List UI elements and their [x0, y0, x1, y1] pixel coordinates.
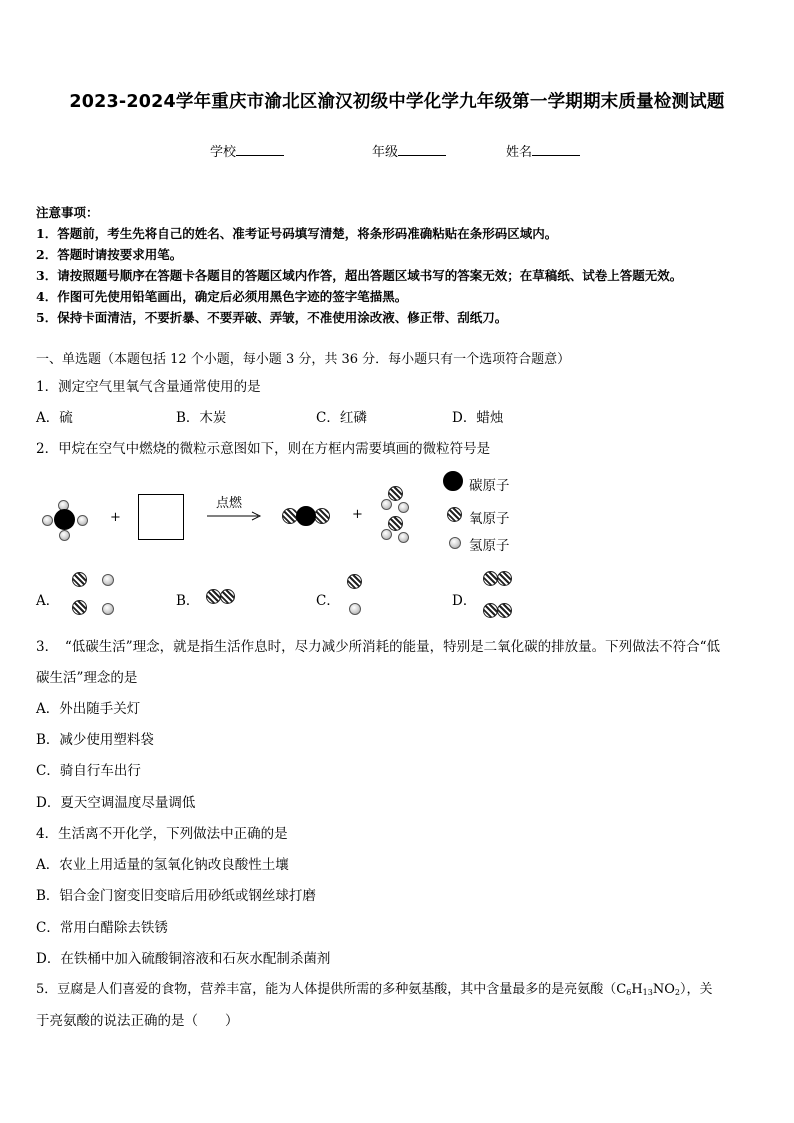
question-5-stem: [36, 978, 713, 997]
school-label: 学校: [210, 145, 237, 160]
q3-option-c[interactable]: C．骑自行车出行: [36, 763, 141, 779]
hydrogen-atom-icon: [102, 574, 114, 586]
option-label: C．: [316, 593, 340, 609]
hydrogen-atom-icon: [77, 515, 88, 526]
oxygen-atom-icon: [447, 507, 462, 522]
hydrogen-atom-icon: [381, 499, 392, 510]
page-title: 2023-2024学年重庆市渝北区渝汉初级中学化学九年级第一学期期末质量检测试题: [69, 92, 725, 112]
oxygen-atom-icon: [483, 603, 498, 618]
carbon-atom-icon: [296, 506, 316, 526]
option-label: D．: [452, 593, 477, 609]
oxygen-atom-icon: [388, 486, 403, 501]
legend-label-carbon: 碳原子: [469, 478, 510, 494]
q1-option-a[interactable]: A．硫: [36, 410, 73, 426]
oxygen-atom-icon: [314, 508, 330, 524]
legend-label-hydrogen: 氢原子: [469, 538, 510, 554]
q4-option-c[interactable]: C．常用白醋除去铁锈: [36, 920, 168, 936]
notice-item: 4．作图可先使用铅笔画出，确定后必须用黑色字迹的签字笔描黑。: [36, 289, 408, 304]
carbon-atom-icon: [443, 471, 463, 491]
section-heading: 一、单选题（本题包括 12 个小题，每小题 3 分，共 36 分．每小题只有一个选项符合题意）: [36, 352, 571, 367]
oxygen-atom-icon: [206, 589, 221, 604]
q3-option-a[interactable]: A．外出随手关灯: [36, 701, 141, 717]
hydrogen-atom-icon: [398, 502, 409, 513]
grade-label: 年级: [372, 145, 399, 160]
grade-field: [372, 141, 446, 160]
notice-item: 5．保持卡面清洁，不要折暴、不要弄破、弄皱，不准使用涂改液、修正带、刮纸刀。: [36, 310, 508, 325]
question-3-stem-cont: 碳生活”理念的是: [36, 670, 138, 686]
name-label: 姓名: [506, 145, 533, 160]
arrow-label: 点燃: [216, 496, 243, 511]
hydrogen-atom-icon: [349, 603, 361, 615]
hydrogen-atom-icon: [102, 603, 114, 615]
hydrogen-atom-icon: [449, 537, 461, 549]
oxygen-atom-icon: [347, 574, 362, 589]
name-field: [506, 141, 580, 160]
notice-item: 2．答题时请按要求用笔。: [36, 247, 183, 262]
option-label: A．: [36, 593, 60, 609]
q4-option-d[interactable]: D．在铁桶中加入硫酸铜溶液和石灰水配制杀菌剂: [36, 951, 331, 967]
name-blank[interactable]: [532, 143, 580, 156]
grade-blank[interactable]: [398, 143, 446, 156]
hydrogen-atom-icon: [59, 530, 70, 541]
plus-sign: +: [352, 507, 363, 522]
question-5-stem-cont: 于亮氨酸的说法正确的是（ ）: [36, 1013, 239, 1029]
oxygen-atom-icon: [497, 571, 512, 586]
question-3-stem: 3． “低碳生活”理念，就是指生活作息时，尽力减少所消耗的能量，特别是二氧化碳的排放量。下列做法不符合“低: [36, 639, 721, 655]
school-blank[interactable]: [236, 143, 284, 156]
hydrogen-atom-icon: [381, 529, 392, 540]
school-field: [210, 141, 284, 160]
q4-option-a[interactable]: A．农业上用适量的氢氧化钠改良酸性土壤: [36, 857, 289, 873]
oxygen-atom-icon: [72, 600, 87, 615]
notice-item: 3．请按照题号顺序在答题卡各题目的答题区域内作答，超出答题区域书写的答案无效；在草稿纸、试卷上答题无效。: [36, 268, 683, 283]
q3-option-d[interactable]: D．夏天空调温度尽量调低: [36, 795, 196, 811]
oxygen-atom-icon: [388, 516, 403, 531]
notice-heading: 注意事项：: [36, 205, 99, 220]
stem-text: 5．豆腐是人们喜爱的食物，营养丰富，能为人体提供所需的多种氨基酸，其中含量最多的是亮氨酸（: [36, 982, 617, 997]
q1-option-c[interactable]: C．红磷: [316, 410, 367, 426]
q4-option-b[interactable]: B．铝合金门窗变旧变暗后用砂纸或钢丝球打磨: [36, 888, 316, 904]
legend-label-oxygen: 氧原子: [469, 511, 510, 527]
q1-option-d[interactable]: D．蜡烛: [452, 410, 504, 426]
hydrogen-atom-icon: [42, 515, 53, 526]
plus-sign: +: [110, 510, 121, 525]
oxygen-atom-icon: [497, 603, 512, 618]
stem-text: ），关: [680, 982, 713, 997]
hydrogen-atom-icon: [398, 532, 409, 543]
carbon-atom-icon: [54, 509, 75, 530]
question-2-stem: 2．甲烷在空气中燃烧的微粒示意图如下，则在方框内需要填画的微粒符号是: [36, 441, 491, 457]
q3-option-b[interactable]: B．减少使用塑料袋: [36, 732, 154, 748]
answer-box[interactable]: [138, 494, 184, 540]
question-4-stem: 4．生活离不开化学，下列做法中正确的是: [36, 826, 288, 842]
reaction-arrow-icon: [206, 510, 264, 522]
option-label: B．: [176, 593, 200, 609]
oxygen-atom-icon: [483, 571, 498, 586]
notice-item: 1．答题前，考生先将自己的姓名、准考证号码填写清楚，将条形码准确粘贴在条形码区域内。: [36, 226, 558, 241]
q1-option-b[interactable]: B．木炭: [176, 410, 227, 426]
oxygen-atom-icon: [220, 589, 235, 604]
formula: $C_6H_{13}NO_2$: [616, 982, 680, 997]
oxygen-atom-icon: [72, 572, 87, 587]
question-1-stem: 1．测定空气里氧气含量通常使用的是: [36, 379, 261, 395]
